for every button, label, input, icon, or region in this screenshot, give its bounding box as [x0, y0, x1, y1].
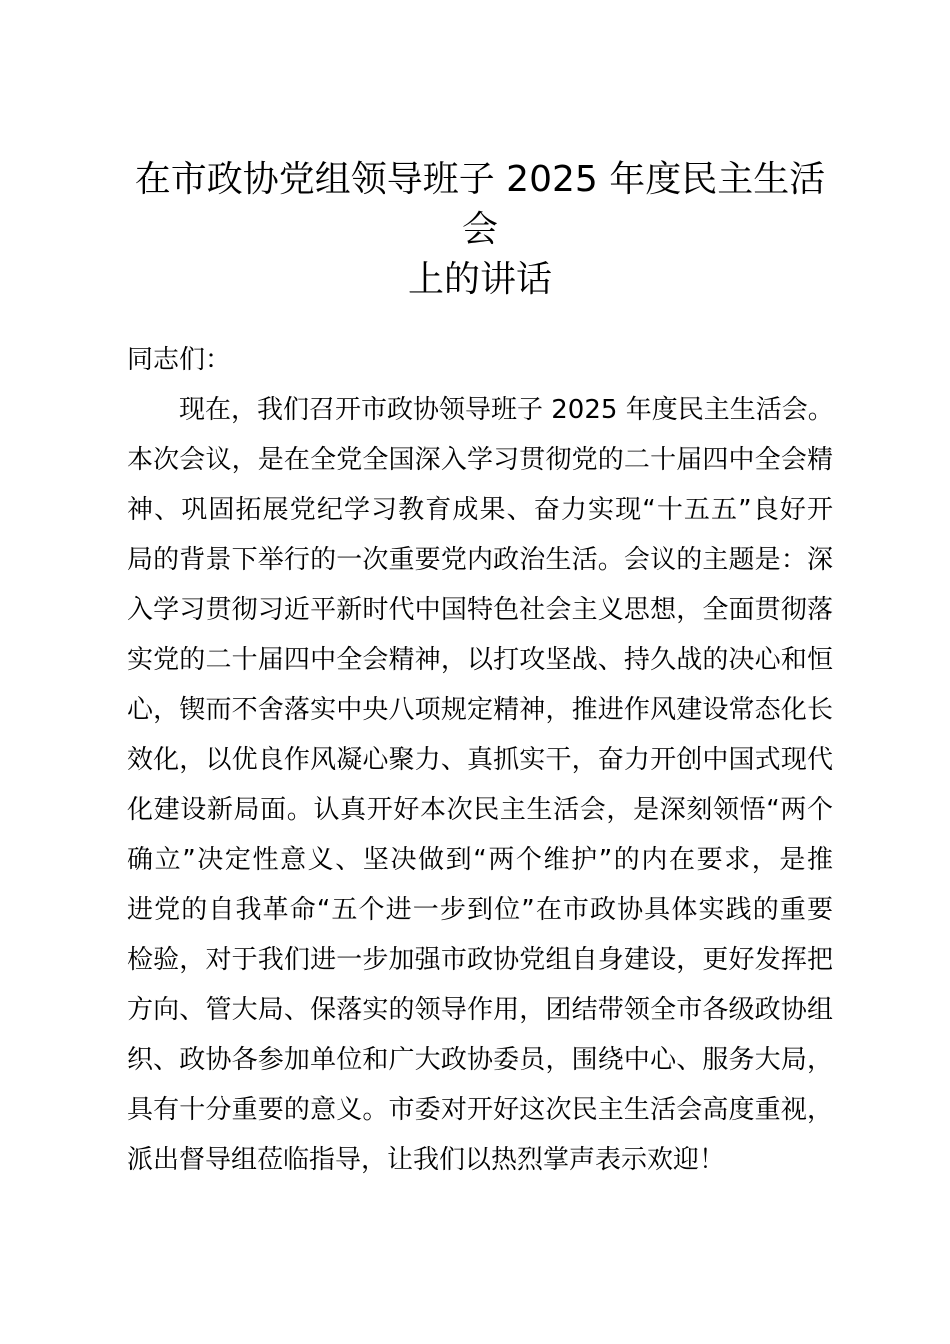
paragraph-line: 检验，对于我们进一步加强市政协党组自身建设，更好发挥把: [127, 945, 833, 975]
paragraph-line: 具有十分重要的意义。市委对开好这次民主生活会高度重视，: [127, 1095, 833, 1125]
document-title: [127, 155, 833, 305]
paragraph-line: 神、巩固拓展党纪学习教育成果、奋力实现“十五五”良好开: [127, 495, 833, 525]
paragraph-line: 效化，以优良作风凝心聚力、真抓实干，奋力开创中国式现代: [127, 745, 833, 775]
paragraph-line: 确立”决定性意义、坚决做到“两个维护”的内在要求，是推: [127, 845, 833, 875]
paragraph-line: 织、政协各参加单位和广大政协委员，围绕中心、服务大局，: [127, 1045, 833, 1075]
salutation: 同志们：: [127, 345, 232, 375]
paragraph-line: 进党的自我革命“五个进一步到位”在市政协具体实践的重要: [127, 895, 833, 925]
document-page: [127, 155, 833, 1185]
title-line-1: 在市政协党组领导班子 2025 年度民主生活会: [134, 159, 826, 250]
paragraph-line: 派出督导组莅临指导，让我们以热烈掌声表示欢迎！: [127, 1145, 726, 1175]
title-line-2: 上的讲话: [407, 259, 552, 300]
paragraph-line: 本次会议，是在全党全国深入学习贯彻党的二十届四中全会精: [127, 445, 833, 475]
paragraph-line: 局的背景下举行的一次重要党内政治生活。会议的主题是：深: [127, 545, 833, 575]
paragraph-line: 化建设新局面。认真开好本次民主生活会，是深刻领悟“两个: [127, 795, 833, 825]
paragraph-line: 方向、管大局、保落实的领导作用，团结带领全市各级政协组: [127, 995, 833, 1025]
paragraph-line: 心，锲而不舍落实中央八项规定精神，推进作风建设常态化长: [127, 695, 833, 725]
paragraph-line: 现在，我们召开市政协领导班子 2025 年度民主生活会。: [179, 395, 834, 425]
speech-paragraph: [127, 385, 833, 1185]
paragraph-line: 入学习贯彻习近平新时代中国特色社会主义思想，全面贯彻落: [127, 595, 833, 625]
paragraph-line: 实党的二十届四中全会精神，以打攻坚战、持久战的决心和恒: [127, 645, 833, 675]
